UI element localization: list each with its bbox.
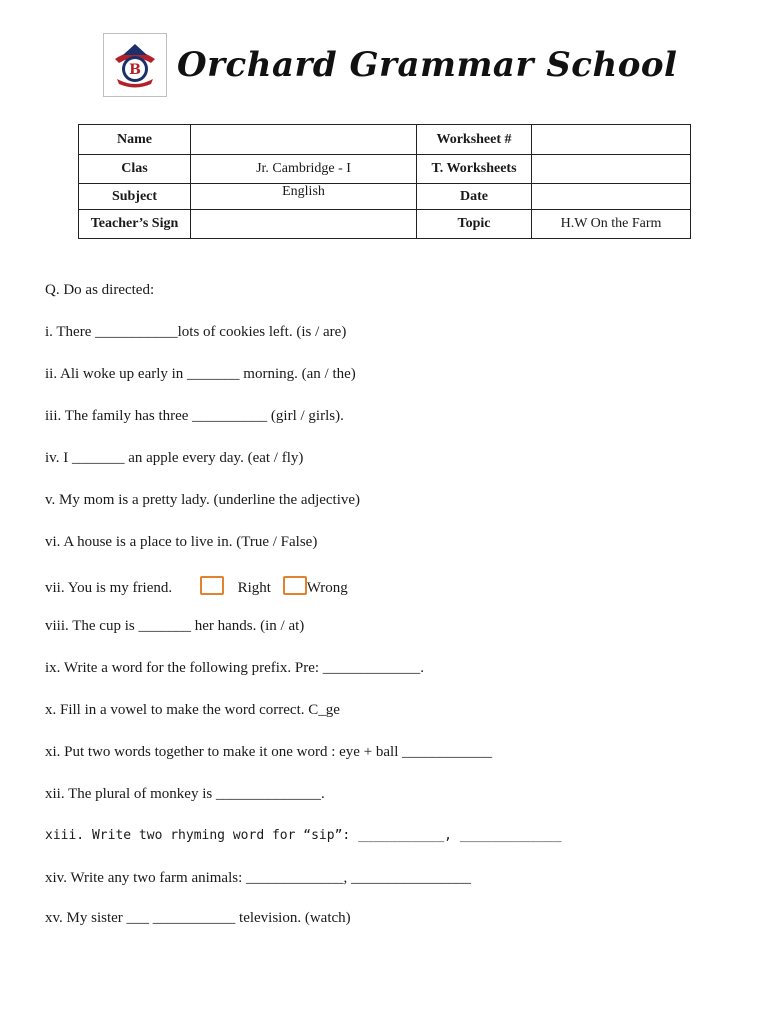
subject-value: English <box>191 184 417 210</box>
page-header <box>103 32 677 98</box>
question-10: x. Fill in a vowel to make the word correct. C_ge <box>45 702 340 718</box>
total-worksheets-field[interactable] <box>532 155 691 184</box>
question-6: vi. A house is a place to live in. (True / False) <box>45 534 318 550</box>
school-logo <box>103 33 167 97</box>
school-crest-icon <box>111 41 159 89</box>
class-label: Clas <box>79 155 191 184</box>
question-1: i. There ___________lots of cookies left. (is / are) <box>45 324 347 340</box>
question-9: ix. Write a word for the following prefix. Pre: _____________. <box>45 660 425 676</box>
worksheet-number-field[interactable] <box>532 125 691 155</box>
date-field[interactable] <box>532 184 691 210</box>
topic-label: Topic <box>417 210 532 239</box>
question-5: v. My mom is a pretty lady. (underline the adjective) <box>45 492 361 508</box>
class-value: Jr. Cambridge - I <box>191 155 417 184</box>
question-13: xiii. Write two rhyming word for “sip”: ___________, _____________ <box>45 828 562 843</box>
question-12: xii. The plural of monkey is ______________. <box>45 786 325 802</box>
svg-text:B: B <box>129 62 141 78</box>
questions-heading: Q. Do as directed: <box>45 282 155 298</box>
school-name: Orchard Grammar School <box>177 45 678 85</box>
question-2: ii. Ali woke up early in _______ morning. (an / the) <box>45 366 356 382</box>
question-14: xiv. Write any two farm animals: _____________, ________________ <box>45 870 472 886</box>
right-checkbox[interactable] <box>200 576 224 595</box>
question-11: xi. Put two words together to make it one word : eye + ball ____________ <box>45 744 493 760</box>
total-worksheets-label: T. Worksheets <box>417 155 532 184</box>
question-7-row <box>45 576 348 597</box>
subject-label: Subject <box>79 184 191 210</box>
question-15: xv. My sister ___ ___________ television. (watch) <box>45 910 351 926</box>
topic-value: H.W On the Farm <box>532 210 691 239</box>
student-info-table <box>78 124 691 239</box>
name-field[interactable] <box>191 125 417 155</box>
date-label: Date <box>417 184 532 210</box>
question-7: vii. You is my friend. <box>45 580 173 596</box>
wrong-checkbox[interactable] <box>283 576 307 595</box>
teacher-sign-label: Teacher’s Sign <box>79 210 191 239</box>
wrong-option-label: Wrong <box>306 580 348 596</box>
name-label: Name <box>79 125 191 155</box>
teacher-sign-field[interactable] <box>191 210 417 239</box>
question-8: viii. The cup is _______ her hands. (in / at) <box>45 618 305 634</box>
question-3: iii. The family has three __________ (girl / girls). <box>45 408 344 424</box>
question-4: iv. I _______ an apple every day. (eat / fly) <box>45 450 304 466</box>
right-option-label: Right <box>237 580 271 596</box>
worksheet-number-label: Worksheet # <box>417 125 532 155</box>
